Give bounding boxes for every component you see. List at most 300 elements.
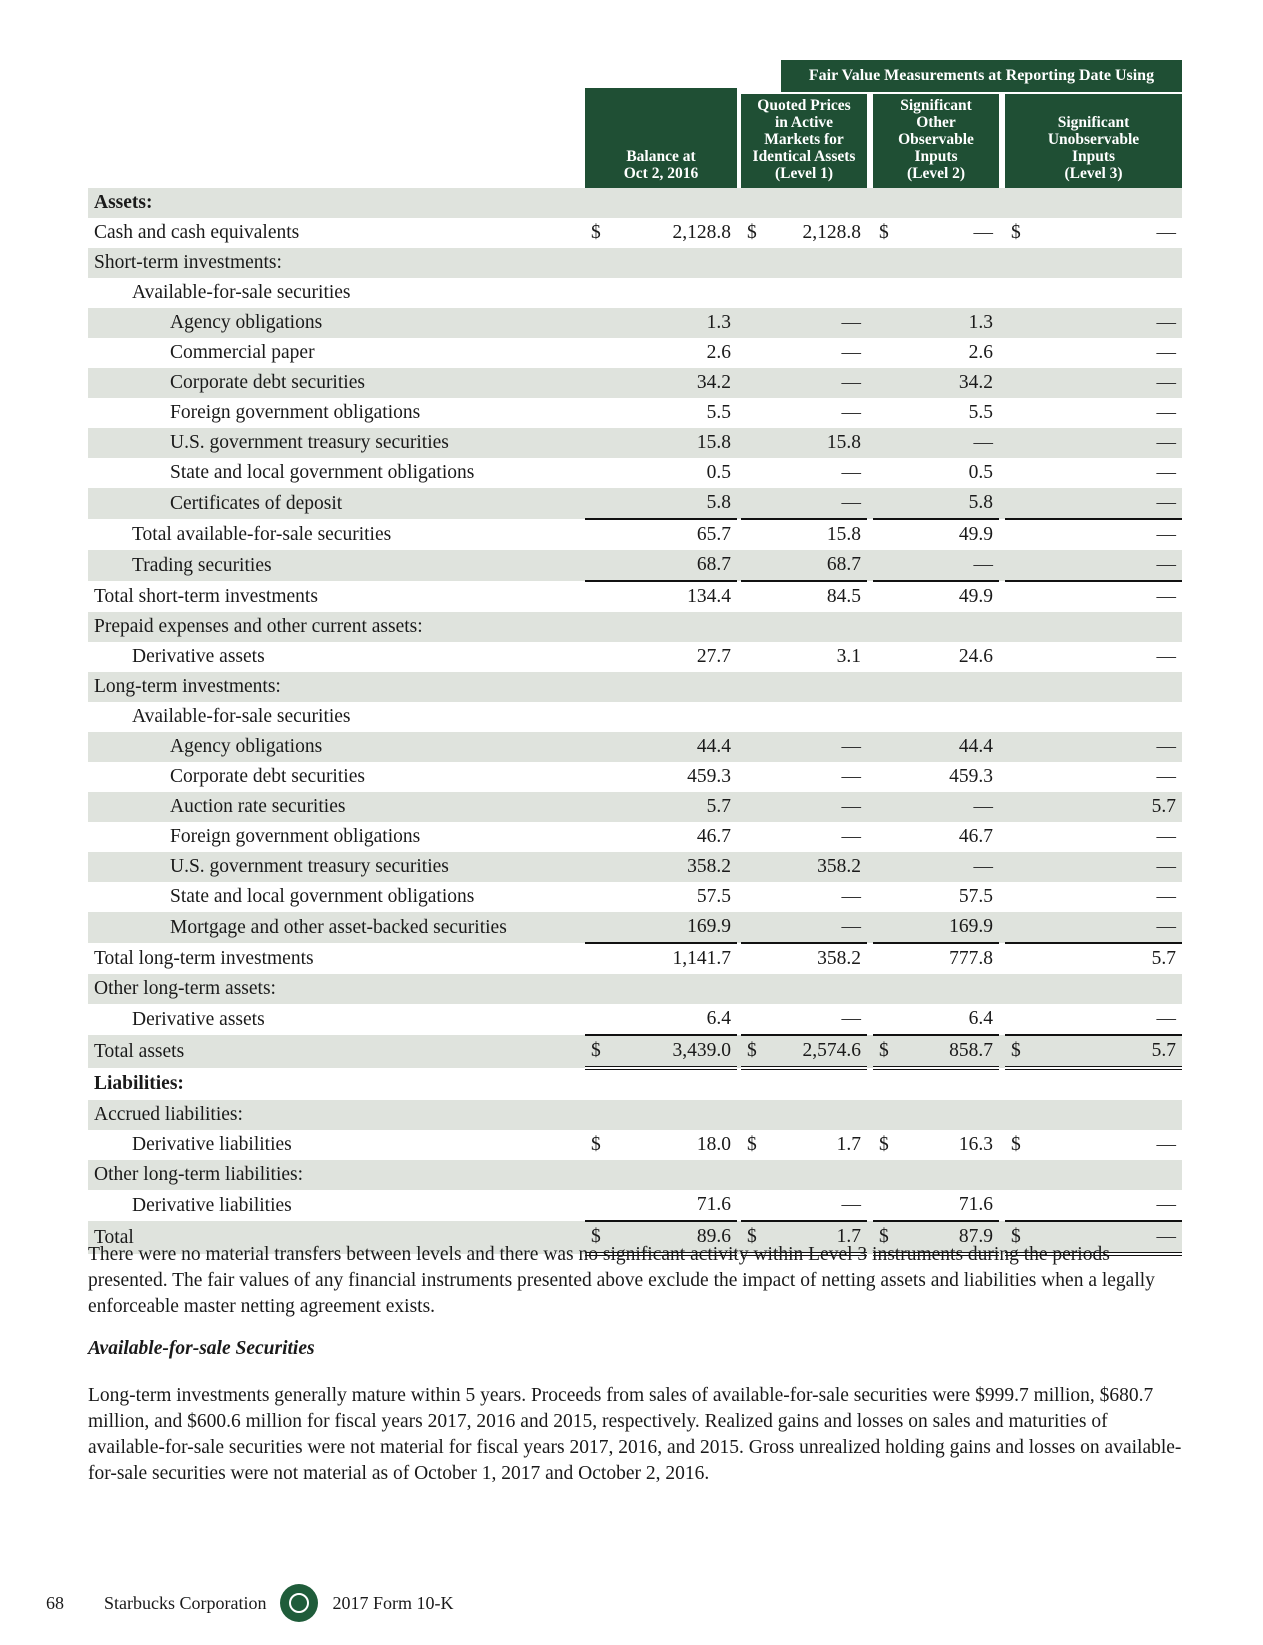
cell-value: — (841, 1008, 861, 1029)
header-balance (585, 88, 737, 188)
header-balance-line: Oct 2, 2016 (623, 165, 699, 182)
table-row (88, 338, 1182, 368)
table-row (88, 1190, 1182, 1221)
value-cell (585, 852, 737, 882)
row-label: Assets: (88, 188, 585, 218)
cell-value: 459.3 (687, 766, 731, 787)
cell-value: 169.9 (949, 916, 993, 937)
cell-value (861, 616, 867, 637)
table-row (88, 458, 1182, 488)
cell-value: — (1156, 222, 1176, 243)
value-cell (741, 278, 867, 308)
value-cell (1005, 428, 1182, 458)
value-cell (585, 248, 737, 278)
row-label: Derivative assets (132, 646, 265, 667)
cell-value: — (841, 916, 861, 937)
table-row (88, 852, 1182, 882)
cell-value (993, 978, 999, 999)
cell-value (731, 706, 737, 727)
cell-value: 1,141.7 (672, 948, 731, 969)
value-cell (585, 428, 737, 458)
value-cell (873, 762, 999, 792)
value-cell (873, 612, 999, 642)
value-cell (873, 1130, 999, 1160)
cell-value: 16.3 (958, 1134, 993, 1155)
value-cell (585, 398, 737, 428)
row-label: Available-for-sale securities (132, 706, 351, 727)
cell-value: — (1156, 524, 1176, 545)
fair-value-section (88, 60, 1182, 1256)
table-row (88, 943, 1182, 974)
cell-value: 68.7 (696, 554, 731, 575)
value-cell (1005, 308, 1182, 338)
row-label: State and local government obligations (170, 886, 475, 907)
header-level2-line: Inputs (914, 148, 958, 165)
value-cell (873, 1004, 999, 1035)
row-label: Derivative liabilities (132, 1194, 292, 1216)
row-label: Derivative assets (132, 1008, 265, 1030)
header-level1-line: Identical Assets (752, 148, 856, 165)
cell-value: 57.5 (696, 886, 731, 907)
cell-value (731, 282, 737, 303)
table-row (88, 732, 1182, 762)
cell-value (1176, 1164, 1182, 1185)
cell-value (993, 1104, 999, 1125)
cell-value: — (1156, 312, 1176, 333)
value-cell (1005, 702, 1182, 732)
cell-value: 71.6 (958, 1194, 993, 1215)
header-level2-line: Significant (900, 97, 972, 114)
value-cell (585, 732, 737, 762)
cell-value: 358.2 (817, 948, 861, 969)
header-balance-line: Balance at (626, 148, 696, 165)
value-cell (873, 822, 999, 852)
cell-value (731, 616, 737, 637)
value-cell (741, 672, 867, 702)
value-cell (741, 581, 867, 612)
value-cell (873, 519, 999, 550)
value-cell (741, 792, 867, 822)
table-row (88, 1004, 1182, 1035)
cell-value (861, 1074, 867, 1095)
cell-value (861, 1164, 867, 1185)
dollar-sign: $ (591, 1226, 601, 1247)
cell-value: 2.6 (706, 342, 731, 363)
value-cell (741, 1160, 867, 1190)
value-cell (585, 458, 737, 488)
value-cell (585, 612, 737, 642)
cell-value: 57.5 (958, 886, 993, 907)
value-cell (873, 338, 999, 368)
cell-value: 46.7 (696, 826, 731, 847)
value-cell (585, 974, 737, 1004)
table-row (88, 702, 1182, 732)
value-cell (873, 248, 999, 278)
row-label: Other long-term assets: (88, 974, 585, 1004)
cell-value: — (841, 312, 861, 333)
header-level2 (873, 94, 999, 188)
row-label: Available-for-sale securities (132, 282, 351, 303)
cell-value: 777.8 (949, 948, 993, 969)
value-cell (873, 550, 999, 581)
cell-value: 27.7 (696, 646, 731, 667)
cell-value (861, 282, 867, 303)
value-cell (741, 1004, 867, 1035)
dollar-sign: $ (747, 222, 757, 243)
cell-value: 5.5 (968, 402, 993, 423)
value-cell (1005, 974, 1182, 1004)
row-label: Corporate debt securities (170, 766, 365, 787)
cell-value: — (973, 856, 993, 877)
value-cell (741, 822, 867, 852)
row-label: Certificates of deposit (88, 488, 585, 519)
value-cell (873, 882, 999, 912)
value-cell (741, 1100, 867, 1130)
value-cell (585, 792, 737, 822)
row-label: Accrued liabilities: (88, 1100, 585, 1130)
cell-value: 2.6 (968, 342, 993, 363)
value-cell (741, 1130, 867, 1160)
value-cell (1005, 1160, 1182, 1190)
cell-value: — (841, 492, 861, 513)
value-cell (741, 612, 867, 642)
cell-value (1176, 192, 1182, 213)
value-cell (741, 702, 867, 732)
cell-value: — (1156, 462, 1176, 483)
cell-value: 44.4 (958, 736, 993, 757)
cell-value: — (841, 1194, 861, 1215)
cell-value: 134.4 (687, 586, 731, 607)
cell-value: — (973, 554, 993, 575)
table-row (88, 1130, 1182, 1160)
cell-value: 34.2 (958, 372, 993, 393)
value-cell (741, 732, 867, 762)
cell-value: — (1156, 554, 1176, 575)
cell-value: 358.2 (687, 856, 731, 877)
section-subheading: Available-for-sale Securities (88, 1338, 315, 1359)
value-cell (741, 428, 867, 458)
cell-value: 6.4 (968, 1008, 993, 1029)
cell-value (1176, 252, 1182, 273)
header-level2-line: Observable (898, 131, 974, 148)
value-cell (1005, 1004, 1182, 1035)
cell-value: 358.2 (817, 856, 861, 877)
row-label: Derivative liabilities (132, 1134, 292, 1155)
row-label: Commercial paper (170, 342, 315, 363)
value-cell (873, 974, 999, 1004)
row-label: U.S. government treasury securities (88, 852, 585, 882)
transfers-paragraph: There were no material transfers between levels and there was no significant activity within Level 3 instruments during the periods presented. The fair values of any financial instruments presented above exclude the impact of netting assets and liabilities when a legally enforceable master netting agreement exists. (88, 1244, 1155, 1317)
value-cell (873, 912, 999, 943)
table-row (88, 308, 1182, 338)
cell-value: 5.8 (968, 492, 993, 513)
table-row (88, 550, 1182, 581)
cell-value (993, 1164, 999, 1185)
value-cell (741, 974, 867, 1004)
value-cell (873, 398, 999, 428)
value-cell (741, 642, 867, 672)
cell-value (993, 282, 999, 303)
header-level3-line: (Level 3) (1064, 165, 1123, 182)
value-cell (1005, 368, 1182, 398)
value-cell (1005, 248, 1182, 278)
value-cell (1005, 1190, 1182, 1221)
header-level1-line: Quoted Prices (757, 97, 851, 114)
cell-value: 169.9 (687, 916, 731, 937)
value-cell (1005, 188, 1182, 218)
value-cell (585, 1035, 737, 1068)
fair-value-group-header: Fair Value Measurements at Reporting Date Using (781, 60, 1182, 92)
cell-value (993, 252, 999, 273)
header-level1-line: (Level 1) (774, 165, 834, 182)
cell-value (861, 252, 867, 273)
value-cell (873, 458, 999, 488)
cell-value (993, 192, 999, 213)
value-cell (1005, 822, 1182, 852)
cell-value: 49.9 (958, 586, 993, 607)
cell-value (861, 192, 867, 213)
table-row (88, 248, 1182, 278)
value-cell (1005, 519, 1182, 550)
cell-value: 2,574.6 (802, 1040, 861, 1061)
cell-value (993, 616, 999, 637)
header-level3-line: Unobservable (1047, 131, 1140, 148)
cell-value: 1.7 (836, 1226, 861, 1247)
header-level3 (1005, 94, 1182, 188)
cell-value (861, 676, 867, 697)
value-cell (585, 1100, 737, 1130)
cell-value: — (1156, 492, 1176, 513)
starbucks-siren-logo-icon (280, 1584, 318, 1622)
dollar-sign: $ (1011, 1040, 1021, 1061)
cell-value (731, 1074, 737, 1095)
row-label: State and local government obligations (170, 462, 475, 483)
row-label: U.S. government treasury securities (88, 428, 585, 458)
value-cell (873, 1035, 999, 1068)
value-cell (1005, 732, 1182, 762)
cell-value (1176, 706, 1182, 727)
value-cell (585, 1068, 737, 1100)
cell-value (993, 676, 999, 697)
header-level3-line: Significant (1057, 114, 1130, 131)
cell-value (1176, 1104, 1182, 1125)
value-cell (585, 822, 737, 852)
value-cell (741, 458, 867, 488)
table-row (88, 762, 1182, 792)
value-cell (873, 943, 999, 974)
table-row (88, 1068, 1182, 1100)
table-row (88, 488, 1182, 519)
cell-value: 5.8 (706, 492, 731, 513)
dollar-sign: $ (591, 222, 601, 243)
value-cell (585, 702, 737, 732)
cell-value: — (973, 432, 993, 453)
cell-value: — (1156, 342, 1176, 363)
row-label: Long-term investments: (88, 672, 585, 702)
value-cell (873, 1190, 999, 1221)
cell-value: 46.7 (958, 826, 993, 847)
row-label: Cash and cash equivalents (94, 222, 300, 243)
value-cell (585, 1130, 737, 1160)
cell-value (731, 1164, 737, 1185)
header-level1-line: Markets for (764, 131, 844, 148)
cell-value: — (973, 222, 993, 243)
cell-value: 87.9 (958, 1226, 993, 1247)
cell-value: — (1156, 432, 1176, 453)
table-row (88, 218, 1182, 248)
table-row (88, 792, 1182, 822)
value-cell (873, 792, 999, 822)
cell-value: — (1156, 766, 1176, 787)
cell-value: — (1156, 586, 1176, 607)
cell-value (731, 192, 737, 213)
value-cell (873, 428, 999, 458)
value-cell (585, 943, 737, 974)
dollar-sign: $ (747, 1134, 757, 1155)
cell-value: 15.8 (696, 432, 731, 453)
cell-value: 44.4 (696, 736, 731, 757)
cell-value: — (1156, 1194, 1176, 1215)
value-cell (585, 278, 737, 308)
table-row (88, 822, 1182, 852)
value-cell (873, 642, 999, 672)
cell-value: 5.7 (706, 796, 731, 817)
value-cell (1005, 398, 1182, 428)
value-cell (741, 308, 867, 338)
cell-value (731, 676, 737, 697)
table-row (88, 1160, 1182, 1190)
company-name: Starbucks Corporation (104, 1592, 267, 1613)
cell-value: — (1156, 1134, 1176, 1155)
dollar-sign: $ (747, 1226, 757, 1247)
header-level1-line: in Active (774, 114, 834, 131)
cell-value: — (1156, 826, 1176, 847)
cell-value (1176, 1074, 1182, 1095)
row-label: Trading securities (88, 550, 585, 581)
value-cell (1005, 458, 1182, 488)
header-level2-line: (Level 2) (906, 165, 966, 182)
cell-value: — (841, 402, 861, 423)
cell-value: — (1156, 1226, 1176, 1247)
value-cell (741, 398, 867, 428)
cell-value: 71.6 (696, 1194, 731, 1215)
value-cell (1005, 912, 1182, 943)
value-cell (873, 1160, 999, 1190)
dollar-sign: $ (747, 1040, 757, 1061)
row-label: Agency obligations (88, 732, 585, 762)
value-cell (585, 1160, 737, 1190)
value-cell (585, 642, 737, 672)
row-label: Corporate debt securities (88, 368, 585, 398)
cell-value: — (1156, 402, 1176, 423)
dollar-sign: $ (879, 1134, 889, 1155)
value-cell (1005, 1130, 1182, 1160)
cell-value: — (841, 826, 861, 847)
value-cell (1005, 1068, 1182, 1100)
cell-value: 5.7 (1151, 796, 1176, 817)
cell-value (731, 1104, 737, 1125)
value-cell (741, 248, 867, 278)
row-label: Total (88, 1221, 585, 1254)
table-row (88, 642, 1182, 672)
row-label: Auction rate securities (88, 792, 585, 822)
dollar-sign: $ (879, 1226, 889, 1247)
page-number: 68 (46, 1592, 64, 1613)
value-cell (873, 218, 999, 248)
value-cell (873, 732, 999, 762)
value-cell (873, 308, 999, 338)
page-footer (46, 1584, 453, 1622)
afs-paragraph: Long-term investments generally mature within 5 years. Proceeds from sales of available-for-sale securities were $999.7 million, $680.7 million, and $600.6 million for fiscal years 2017, 2016 and 2015, respectively. Realized gains and losses on sales and maturities of available-for-sale securities were not material for fiscal years 2017, 2016, and 2015. Gross unrealized holding gains and losses on available-for-sale securities were not material as of October 1, 2017 and October 2, 2016. (88, 1385, 1182, 1484)
cell-value: — (973, 796, 993, 817)
cell-value (993, 706, 999, 727)
row-label: Total assets (88, 1035, 585, 1068)
value-cell (741, 912, 867, 943)
table-row (88, 912, 1182, 943)
cell-value: 2,128.8 (802, 222, 861, 243)
cell-value: 459.3 (949, 766, 993, 787)
table-row (88, 882, 1182, 912)
value-cell (585, 672, 737, 702)
value-cell (741, 188, 867, 218)
cell-value: — (1156, 646, 1176, 667)
row-label: Other long-term liabilities: (88, 1160, 585, 1190)
value-cell (585, 368, 737, 398)
dollar-sign: $ (591, 1134, 601, 1155)
value-cell (873, 188, 999, 218)
table-row (88, 398, 1182, 428)
cell-value: 3.1 (836, 646, 861, 667)
value-cell (1005, 762, 1182, 792)
table-row (88, 974, 1182, 1004)
value-cell (585, 550, 737, 581)
row-label: Foreign government obligations (170, 402, 421, 423)
row-label: Agency obligations (88, 308, 585, 338)
cell-value: 84.5 (826, 586, 861, 607)
value-cell (585, 218, 737, 248)
cell-value: 3,439.0 (672, 1040, 731, 1061)
cell-value: 1.3 (968, 312, 993, 333)
cell-value: 15.8 (826, 524, 861, 545)
cell-value: — (841, 766, 861, 787)
row-label: Foreign government obligations (170, 826, 421, 847)
table-row (88, 278, 1182, 308)
value-cell (1005, 488, 1182, 519)
value-cell (873, 368, 999, 398)
dollar-sign: $ (591, 1040, 601, 1061)
row-label: Liabilities: (94, 1073, 184, 1094)
value-cell (1005, 550, 1182, 581)
dollar-sign: $ (879, 222, 889, 243)
cell-value: 858.7 (949, 1040, 993, 1061)
value-cell (1005, 642, 1182, 672)
dollar-sign: $ (879, 1040, 889, 1061)
value-cell (1005, 338, 1182, 368)
dollar-sign: $ (1011, 222, 1021, 243)
fair-value-table (88, 188, 1182, 1256)
dollar-sign: $ (1011, 1134, 1021, 1155)
cell-value: 5.7 (1151, 1040, 1176, 1061)
cell-value (731, 978, 737, 999)
value-cell (585, 882, 737, 912)
value-cell (585, 308, 737, 338)
value-cell (1005, 612, 1182, 642)
cell-value: — (841, 372, 861, 393)
value-cell (741, 1068, 867, 1100)
value-cell (585, 338, 737, 368)
value-cell (585, 1004, 737, 1035)
table-row (88, 188, 1182, 218)
